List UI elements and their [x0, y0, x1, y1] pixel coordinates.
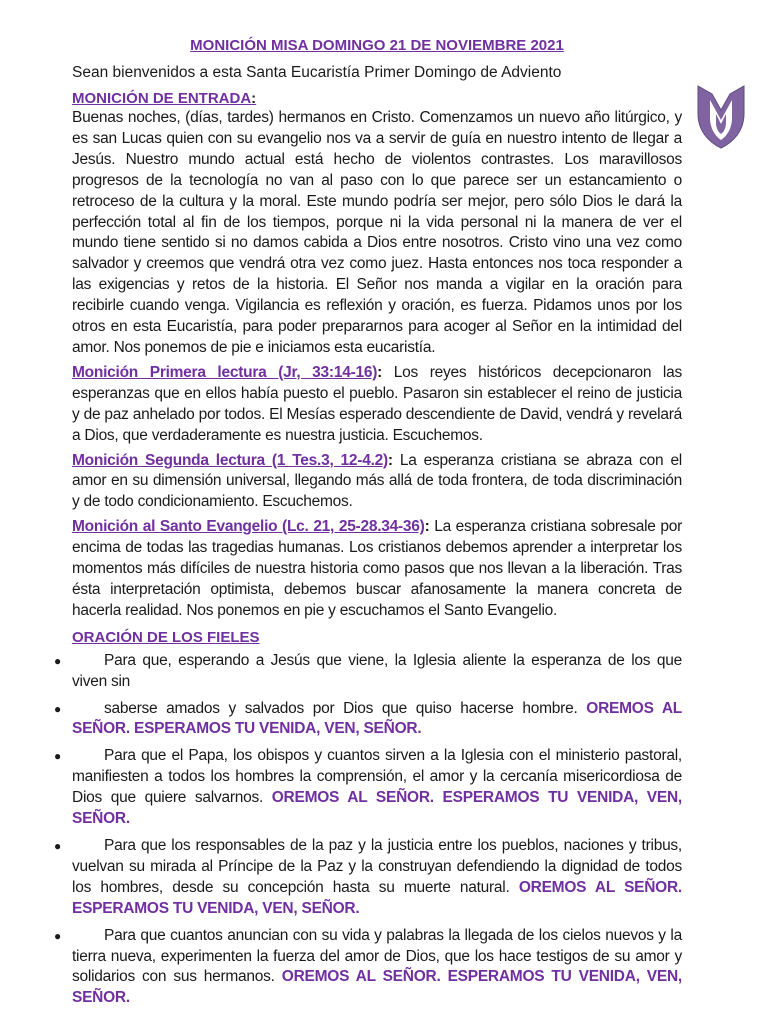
- segunda-lectura-colon: :: [387, 451, 393, 469]
- oracion-item: [54, 836, 682, 920]
- oracion-item: [54, 926, 682, 1010]
- entrada-heading-label: MONICIÓN DE ENTRADA: [72, 90, 252, 107]
- welcome-line: Sean bienvenidos a esta Santa Eucaristía Primer Domingo de Adviento: [72, 64, 562, 81]
- evangelio-colon: :: [424, 518, 430, 536]
- bullet-icon: ●: [54, 839, 61, 853]
- primera-lectura-text: Los reyes históricos decepcionaron las esperanzas que en ellos había puesto el pueblo. Pasaron sin establecer el reino de justicia y de paz anhelado por todos. El Mesías esperado descendiente de David, vendrá y revelará a Dios, que verdaderamente es nuestra justicia. Escuchemos.: [72, 363, 682, 444]
- bullet-icon: ●: [54, 701, 61, 716]
- oracion-item: [54, 746, 682, 830]
- entrada-heading: [72, 89, 682, 108]
- segunda-lectura-paragraph: [72, 451, 682, 514]
- entrada-heading-colon: :: [251, 90, 257, 107]
- primera-lectura-label: Monición Primera lectura (Jr, 33:14-16): [72, 363, 378, 381]
- oracion-list: [54, 651, 682, 1010]
- shield-logo-icon: [696, 84, 746, 150]
- oracion-item-text: saberse amados y salvados por Dios que quiso hacerse hombre.: [104, 699, 587, 717]
- oracion-item-text: Para que, esperando a Jesús que viene, la Iglesia aliente la esperanza de los que viven sin: [72, 651, 682, 690]
- evangelio-paragraph: [72, 517, 682, 622]
- oracion-item-text: Para que los responsables de la paz y la justicia entre los pueblos, naciones y tribus, vuelvan su mirada al Príncipe de la Paz y la construyan defendiendo la dignidad de todos los hombres, desde su concepción hasta su muerte natural.: [72, 837, 682, 896]
- oracion-item: [54, 699, 682, 741]
- evangelio-label: Monición al Santo Evangelio (Lc. 21, 25-28.34-36): [72, 518, 425, 536]
- primera-lectura-colon: :: [377, 363, 383, 381]
- oracion-item-text: Para que el Papa, los obispos y cuantos sirven a la Iglesia con el ministerio pastoral, manifiesten a todos los hombres la comprensión, el amor y la cercanía misericordiosa de Dios que quiere salvarnos.: [72, 747, 682, 807]
- oracion-item-text: Para que cuantos anuncian con su vida y palabras la llegada de los cielos nuevos y la tierra nueva, experimenten la fuerza del amor de Dios, que los hace testigos de su amor y solidarios con sus hermanos.: [72, 926, 682, 986]
- oracion-heading: ORACIÓN DE LOS FIELES: [72, 628, 260, 646]
- evangelio-text: La esperanza cristiana sobresale por encima de todas las tragedias humanas. Los cristianos debemos aprender a interpretar los momentos más difíciles de nuestra historia como pasos que nos llevan a la liberación. Tras ésta interpretación optimista, debemos buscar afanosamente la manera concreta de hacerla realidad. Nos ponemos en pie y escuchamos el Santo Evangelio.: [72, 518, 682, 619]
- oracion-item-response: OREMOS AL SEÑOR. ESPERAMOS TU VENIDA, VEN, SEÑOR.: [72, 789, 682, 828]
- oracion-item-response: OREMOS AL SEÑOR. ESPERAMOS TU VENIDA, VEN, SEÑOR.: [72, 878, 682, 917]
- oracion-item: [54, 651, 682, 693]
- bullet-icon: ●: [54, 928, 61, 943]
- segunda-lectura-label: Monición Segunda lectura (1 Tes.3, 12-4.2): [72, 451, 388, 469]
- bullet-icon: ●: [54, 653, 61, 668]
- bullet-icon: ●: [54, 749, 61, 764]
- entrada-text: Buenas noches, (días, tardes) hermanos en Cristo. Comenzamos un nuevo año litúrgico, y es san Lucas quien con su evangelio nos va a servir de guía en nuestro intento de llegar a Jesús. Nuestro mundo actual está hecho de violentos contrastes. Los maravillosos progresos de la tecnología no van al paso con lo que parece ser un estancamiento o retroceso de la cultura y la moral. Este mundo podría ser mejor, pero sólo Dios le dará la perfección total al fin de los tiempos, porque ni la vida personal ni la manera de ver el mundo tiene sentido si no damos cabida a Dios entre nosotros. Cristo vino una vez como salvador y creemos que vendrá otra vez como juez. Hasta entonces nos toca responder a las exigencias y retos de la historia. El Señor nos manda a vigilar en la oración para recibirle cuando venga. Vigilancia es reflexión y oración, es fuerza. Pidamos unos por los otros en esta Eucaristía, para poder prepararnos para acoger al Señor en la intimidad del amor. Nos ponemos de pie e iniciamos esta eucaristía.: [72, 109, 682, 356]
- document-page: [54, 36, 683, 1015]
- document-title: MONICIÓN MISA DOMINGO 21 DE NOVIEMBRE 2021: [190, 37, 564, 54]
- oracion-item-response: OREMOS AL SEÑOR. ESPERAMOS TU VENIDA, VEN, SEÑOR.: [72, 968, 682, 1007]
- segunda-lectura-text: La esperanza cristiana se abraza con el amor en su dimensión universal, llegando más allá de toda frontera, de toda discriminación y de todo condicionamiento. Escuchemos.: [72, 451, 683, 511]
- primera-lectura-paragraph: [72, 363, 682, 447]
- oracion-item-response: OREMOS AL SEÑOR. ESPERAMOS TU VENIDA, VEN, SEÑOR.: [72, 699, 682, 738]
